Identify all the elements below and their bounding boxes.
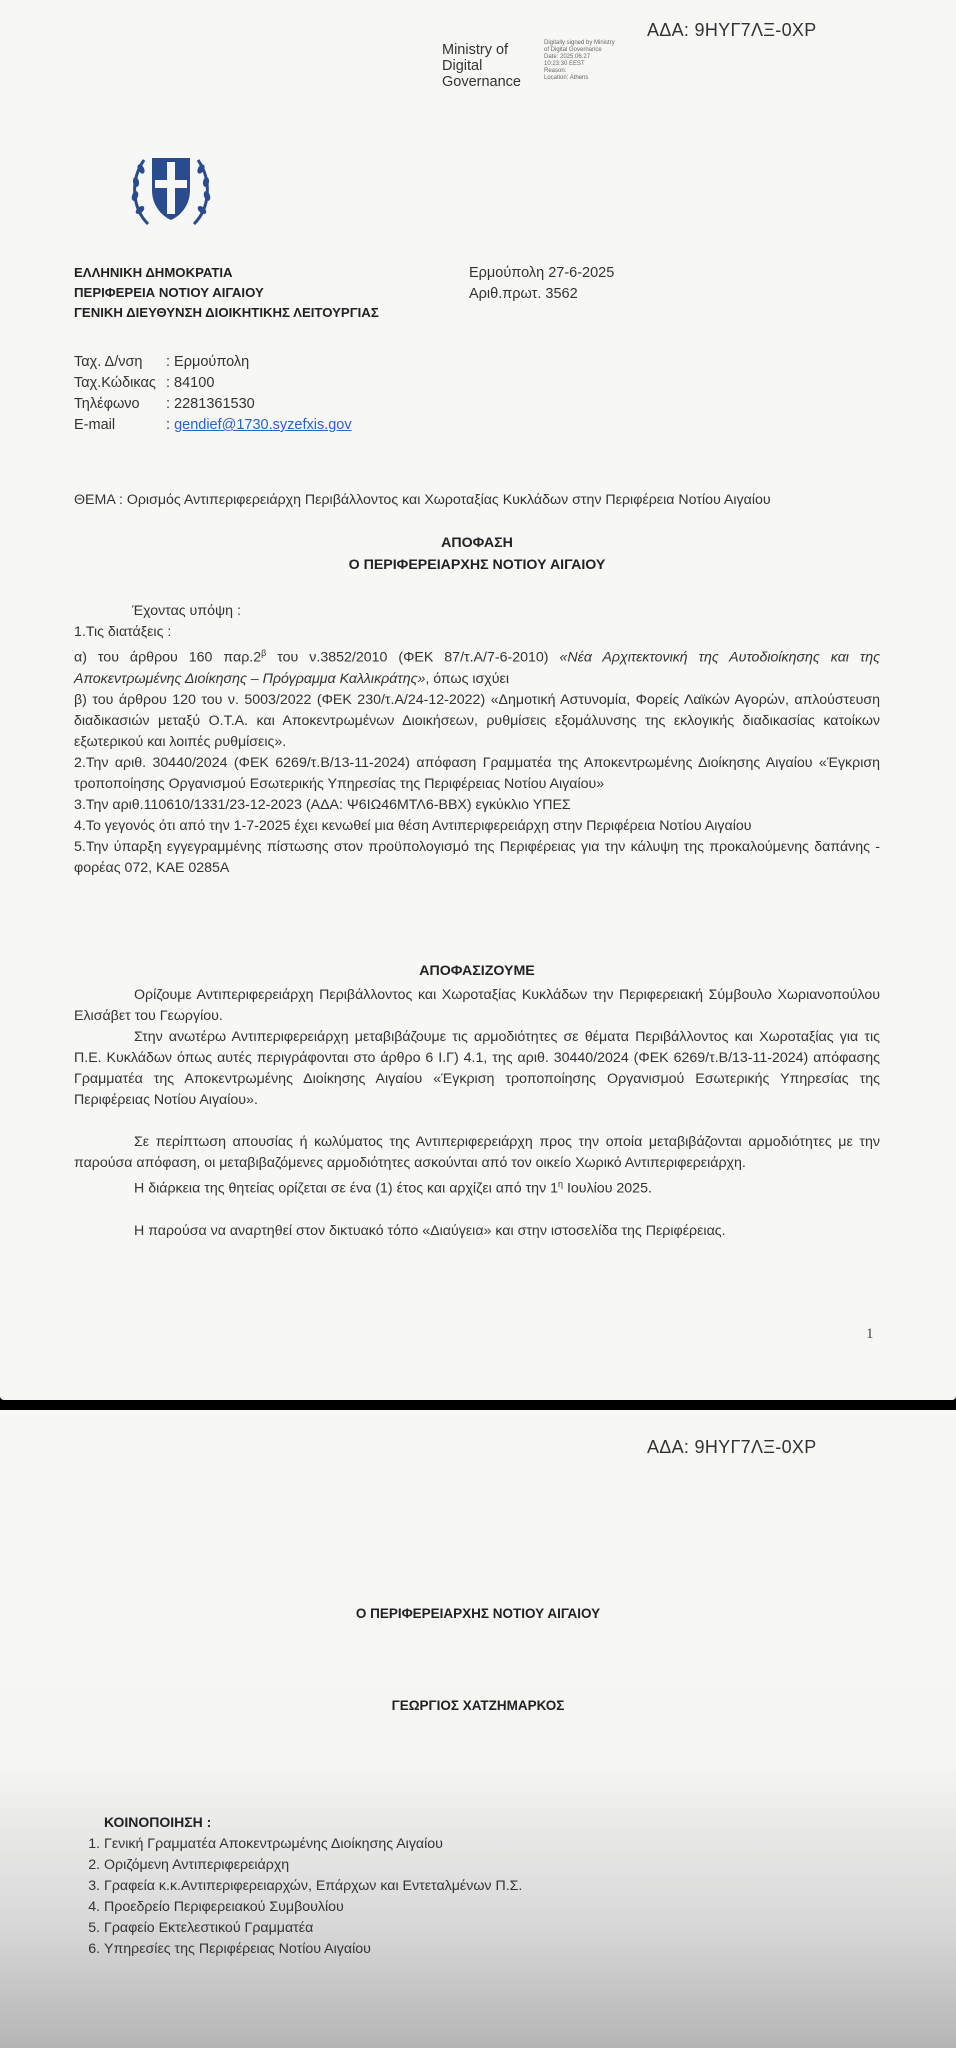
list-item: 6. Υπηρεσίες της Περιφέρειας Νοτίου Αιγαίου bbox=[104, 1939, 804, 1960]
greek-coat-of-arms-icon bbox=[126, 144, 216, 234]
document-page-2 bbox=[0, 1410, 956, 2048]
consideration-item-2: 2.Την αριθ. 30440/2024 (ΦΕΚ 6269/τ.Β/13-11-2024) απόφαση Γραμματέα της Αποκεντρωμένης Διοίκησης Αιγαίου «Έγκριση τροποποίησης Οργανισμού Εσωτερικής Υπηρεσίας της Περιφέρειας Νοτίου Αιγαίου» bbox=[74, 754, 880, 792]
notification-heading: ΚΟΙΝΟΠΟΙΗΣΗ : bbox=[104, 1814, 212, 1830]
list-item: 3. Γραφεία κ.κ.Αντιπεριφερειαρχών, Επάρχων και Εντεταλμένων Π.Σ. bbox=[104, 1876, 804, 1897]
decision-paragraph-3: Σε περίπτωση απουσίας ή κωλύματος της Αντιπεριφερειάρχη προς την οποία μεταβιβάζονται αρμοδιότητες με την παρούσα απόφαση, οι μεταβιβαζόμενες αρμοδιότητες ασκούνται από τον οικείο Χωρικό Αντιπεριφερειάρχη. bbox=[74, 1134, 880, 1171]
decide-heading: ΑΠΟΦΑΣΙΖΟΥΜΕ bbox=[419, 963, 535, 979]
issuer-header: ΕΛΛΗΝΙΚΗ ΔΗΜΟΚΡΑΤΙΑ ΠΕΡΙΦΕΡΕΙΑ ΝΟΤΙΟΥ ΑΙΓΑΙΟΥ ΓΕΝΙΚΗ ΔΙΕΥΘΥΝΣΗ ΔΙΟΙΚΗΤΙΚΗΣ ΛΕΙΤΟΥΡΓΙΑΣ bbox=[74, 265, 379, 320]
consideration-item-5: 5.Την ύπαρξη εγγεγραμμένης πίστωσης στον προϋπολογισμό της Περιφέρειας για την κάλυψη της προκαλούμενης δαπάνης - φορέας 072, ΚΑΕ 0285Α bbox=[74, 838, 880, 876]
decision-paragraph-4: Η διάρκεια της θητείας ορίζεται σε ένα (1) έτος και αρχίζει από την $1^\eta$ Ιουλίου 2025. bbox=[134, 1179, 652, 1197]
consideration-item-4: 4.Το γεγονός ότι από την 1-7-2025 έχει κενωθεί μια θέση Αντιπεριφερειάρχη στην Περιφέρεια Νοτίου Αιγαίου bbox=[74, 817, 752, 834]
list-item: 1. Γενική Γραμματέα Αποκεντρωμένης Διοίκησης Αιγαίου bbox=[104, 1834, 804, 1855]
date-and-protocol: Ερμούπολη 27-6-2025 Αριθ.πρωτ. 3562 bbox=[469, 265, 615, 302]
considering-heading: Έχοντας υπόψη : bbox=[132, 603, 241, 619]
decision-paragraph-5: Η παρούσα να αναρτηθεί στον δικτυακό τόπο «Διαύγεια» και στην ιστοσελίδα της Περιφέρειας. bbox=[134, 1222, 726, 1239]
decision-paragraph-1: Ορίζουμε Αντιπεριφερειάρχη Περιβάλλοντος και Χωροταξίας Κυκλάδων την Περιφερειακή Σύμβουλο Χωριανοπούλου Ελισάβετ του Γεωργίου. bbox=[74, 987, 880, 1024]
ada-code: ΑΔΑ: 9ΗΥΓ7ΛΞ-0ΧΡ bbox=[647, 20, 817, 40]
considerations-list: 1.Τις διατάξεις : α) του άρθρου 160 $\pi\alpha\rho.2^\beta$ του ν.3852/2010 (ΦΕΚ 87/τ.Α/7-6-2010) «Νέα Αρχιτεκτονική της Αυτοδιοίκησης και της Αποκεντρωμένης Διοίκησης – Πρόγραμμα Καλλικράτης», όπως ισχύει β) του άρθρου 120 του ν. 5003/2022 (ΦΕΚ 230/τ.Α/24-12-2022) «Δημοτική Αστυνομία, Φορείς Λαϊκών Αγορών, απλούστευση διαδικασιών μεταξύ Ο.Τ.Α. και Αποκεντρωμένων Διοικήσεων, ρυθμίσεις εξομάλυνσης της εκλογικής διαδικασίας κατοίκων εξωτερικού και λοιπές ρυθμίσεις». 2.Την αριθ. 30440/2024 (ΦΕΚ 6269/τ.Β/13-11-2024) απόφαση Γραμματέα της Αποκεντρωμένης Διοίκησης Αιγαίου «Έγκριση τροποποίησης Οργανισμού Εσωτερικής Υπηρεσίας της Περιφέρειας Νοτίου Αιγαίου» 3.Την αριθ.110610/1331/23-12-2023 (ΑΔΑ: Ψ6ΙΩ46ΜΤΛ6-ΒΒΧ) εγκύκλιο ΥΠΕΣ 4.Το γεγονός ότι από την 1-7-2025 έχει κενωθεί μια θέση Αντιπεριφερειάρχη στην Περιφέρεια Νοτίου Αιγαίου 5.Την ύπαρξη εγγεγραμμένης πίστωσης στον προϋπολογισμό της Περιφέρειας για την κάλυψη της προκαλούμενης δαπάνης - φορέας 072, ΚΑΕ 0285Α bbox=[74, 622, 880, 879]
consideration-item-3: 3.Την αριθ.110610/1331/23-12-2023 (ΑΔΑ: Ψ6ΙΩ46ΜΤΛ6-ΒΒΧ) εγκύκλιο ΥΠΕΣ bbox=[74, 796, 571, 813]
subject-line: ΘΕΜΑ : Ορισμός Αντιπεριφερειάρχη Περιβάλλοντος και Χωροταξίας Κυκλάδων στην Περιφέρεια Νοτίου Αιγαίου bbox=[74, 492, 771, 508]
list-item: 5. Γραφείο Εκτελεστικού Γραμματέα bbox=[104, 1918, 804, 1939]
contact-details: Ταχ. Δ/νση : Ερμούπολη Ταχ.Κώδικας : 84100 Τηλέφωνο : 2281361530 E-mail : gendief@1730.syzefxis.gov bbox=[74, 354, 352, 433]
ada-code: ΑΔΑ: 9ΗΥΓ7ΛΞ-0ΧΡ bbox=[647, 1437, 817, 1457]
signature-text: Ministry of Digital Governance bbox=[442, 42, 521, 90]
signer-name: ΓΕΩΡΓΙΟΣ ΧΑΤΖΗΜΑΡΚΟΣ bbox=[391, 1698, 565, 1713]
signer-title: Ο ΠΕΡΙΦΕΡΕΙΑΡΧΗΣ ΝΟΤΙΟΥ ΑΙΓΑΙΟΥ bbox=[355, 1606, 601, 1621]
consideration-item-a: α) του άρθρου 160 $\pi\alpha\rho.2^\beta$ του ν.3852/2010 (ΦΕΚ 87/τ.Α/7-6-2010) «Νέα Αρχιτεκτονική της Αυτοδιοίκησης και της Αποκεντρωμένης Διοίκησης – Πρόγραμμα Καλλικράτης», όπως ισχύει bbox=[74, 648, 880, 687]
decision-body bbox=[74, 985, 880, 1242]
consideration-item-b: β) του άρθρου 120 του ν. 5003/2022 (ΦΕΚ 230/τ.Α/24-12-2022) «Δημοτική Αστυνομία, Φορείς Λαϊκών Αγορών, απλούστευση διαδικασιών μεταξύ Ο.Τ.Α. και Αποκεντρωμένων Διοικήσεων, ρυθμίσεις εξομάλυνσης της εκλογικής διαδικασίας κατοίκων εξωτερικού και λοιπές ρυθμίσεις». bbox=[74, 691, 880, 750]
page-number: 1 bbox=[866, 1326, 874, 1342]
decision-title: ΑΠΟΦΑΣΗ Ο ΠΕΡΙΦΕΡΕΙΑΡΧΗΣ ΝΟΤΙΟΥ ΑΙΓΑΙΟΥ bbox=[348, 535, 606, 573]
email-link[interactable]: gendief@1730.syzefxis.gov bbox=[174, 417, 352, 433]
notification-list bbox=[76, 1834, 804, 1960]
digital-signature-stamp bbox=[442, 38, 662, 98]
list-item: 4. Προεδρείο Περιφερειακού Συμβουλίου bbox=[104, 1897, 804, 1918]
signature-details: Digitally signed by Ministry of Digital Governance Date: 2025.06.27 10:23:30 EEST Reason: Location: Athens bbox=[544, 40, 615, 81]
list-item: 2. Οριζόμενη Αντιπεριφερειάρχη bbox=[104, 1855, 804, 1876]
decision-paragraph-2: Στην ανωτέρω Αντιπεριφερειάρχη μεταβιβάζουμε τις αρμοδιότητες σε θέματα Περιβάλλοντος και Χωροταξίας για τις Π.Ε. Κυκλάδων όπως αυτές περιγράφονται στο άρθρο 6 Ι.Γ) 4.1, της αριθ. 30440/2024 (ΦΕΚ 6269/τ.Β/13-11-2024) απόφασης Γραμματέα της Αποκεντρωμένης Διοίκησης Αιγαίου «Έγκριση τροποποίησης Οργανισμού Εσωτερικής Υπηρεσίας της Περιφέρειας Νοτίου Αιγαίου». bbox=[74, 1029, 880, 1108]
